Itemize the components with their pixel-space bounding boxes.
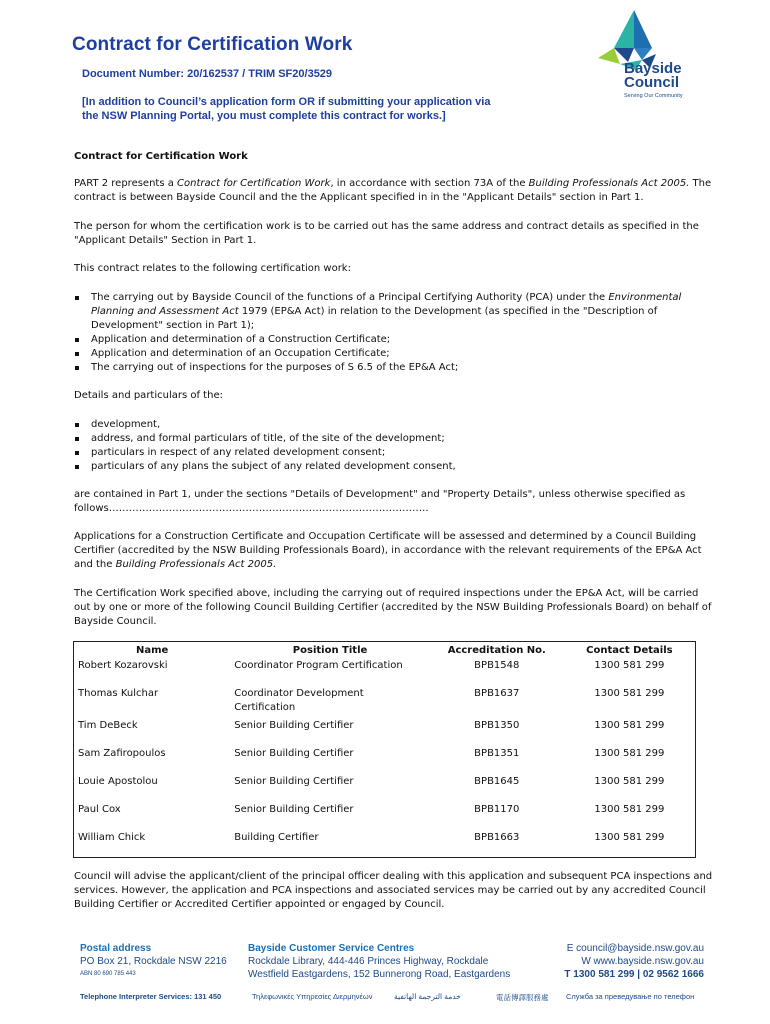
act-ref: Environmental Planning and Assessment Act bbox=[91, 292, 682, 317]
cell-position: Senior Building Certifier bbox=[234, 776, 354, 787]
column-header-position: Position Title bbox=[292, 645, 368, 656]
cell-accreditation: BPB1645 bbox=[474, 776, 520, 787]
column-header-contact: Contact Details bbox=[586, 645, 673, 656]
certification-paragraph bbox=[74, 587, 714, 629]
intro-paragraph-2 bbox=[74, 220, 714, 248]
section-heading-block bbox=[74, 150, 714, 164]
postal-address: PO Box 21, Rockdale NSW 2216 bbox=[80, 956, 227, 967]
work-items-list bbox=[74, 291, 714, 375]
list-item bbox=[74, 347, 714, 361]
intro-paragraph-3 bbox=[74, 262, 714, 276]
intro-paragraph-1 bbox=[74, 177, 714, 205]
intro-text: PART 2 represents a bbox=[74, 178, 178, 189]
list-item bbox=[74, 361, 714, 375]
interpreter-greek: Τηλεφωνικές Υπηρεσίες Διερμηνέων bbox=[252, 992, 373, 1001]
list-item-text: development, bbox=[91, 419, 161, 430]
cell-position: Senior Building Certifier bbox=[234, 748, 354, 759]
contained-text: are contained in Part 1, under the sections "Details of Development" and "Property Details", unless otherwise specified as follows…………………………………………………………………………………… bbox=[74, 489, 686, 514]
certifiers-table bbox=[73, 641, 696, 858]
centre-eastgardens: Westfield Eastgardens, 152 Bunnerong Road, Eastgardens bbox=[248, 969, 511, 980]
act-ref: Building Professionals Act 2005. bbox=[115, 559, 277, 570]
contract-title-ref: Contract for Certification Work bbox=[177, 178, 331, 189]
cell-contact: 1300 581 299 bbox=[594, 804, 665, 815]
intro-text: The person for whom the certification work is to be carried out has the same address and contract details as specified in the "Applicant Details" Section in Part 1. bbox=[74, 221, 699, 246]
applications-text: Applications for a Construction Certificate and Occupation Certificate will be assessed and determined by a Council Building Certifier (accredited by the NSW Building Professionals Board), in accordance with the relevant requirements of the EP&A Act and the bbox=[74, 531, 702, 570]
cell-position: Coordinator Program Certification bbox=[234, 660, 403, 671]
list-item-text: Application and determination of an Occupation Certificate; bbox=[91, 348, 390, 359]
closing-text: Council will advise the applicant/client of the principal officer dealing with this application and subsequent PCA inspections and services. However, the application and PCA inspections and associated services may be carried out by any accredited Council Building Certifier or Accredited Certifier appointed or engaged by Council. bbox=[74, 871, 713, 910]
page-title: Contract for Certification Work bbox=[72, 34, 353, 55]
intro-text: This contract relates to the following certification work: bbox=[74, 263, 351, 274]
act-ref: Building Professionals Act 2005. bbox=[528, 178, 690, 189]
service-centres-block bbox=[248, 942, 510, 981]
list-item bbox=[74, 432, 714, 446]
notice-line-2: the NSW Planning Portal, you must complete this contract for works.] bbox=[82, 110, 446, 122]
details-intro bbox=[74, 389, 714, 403]
website-link[interactable]: W www.bayside.nsw.gov.au bbox=[581, 956, 704, 967]
table-row bbox=[74, 657, 696, 685]
list-item-text: 1979 (EP&A Act) in relation to the Development (as specified in the "Description of Development" section in Part 1); bbox=[91, 306, 658, 331]
interpreter-chinese: 電話傳譯服務處 bbox=[496, 993, 549, 1002]
contained-paragraph bbox=[74, 488, 714, 516]
table-row bbox=[74, 685, 696, 717]
column-header-name: Name bbox=[135, 645, 169, 656]
list-item-text: The carrying out by Bayside Council of the functions of a Principal Certifying Authority (PCA) under the bbox=[91, 292, 609, 303]
table-row bbox=[74, 717, 696, 745]
interpreter-services: Telephone Interpreter Services: 131 450 bbox=[80, 992, 222, 1001]
centre-rockdale: Rockdale Library, 444-446 Princes Highway, Rockdale bbox=[248, 956, 489, 967]
list-item-text: Application and determination of a Construction Certificate; bbox=[91, 334, 391, 345]
cell-accreditation: BPB1637 bbox=[474, 688, 520, 699]
cell-position: Senior Building Certifier bbox=[234, 804, 354, 815]
certification-text: The Certification Work specified above, including the carrying out of required inspections under the EP&A Act, will be carried out by one or more of the following Council Building Certifier (accredited by the NSW Building Professionals Board) on behalf of Bayside Council. bbox=[74, 588, 712, 627]
table-header-row bbox=[74, 642, 696, 658]
postal-block bbox=[80, 942, 227, 981]
contact-block bbox=[530, 942, 704, 981]
abn: ABN 80 690 785 443 bbox=[80, 971, 136, 977]
cell-position: Coordinator Development Certification bbox=[234, 688, 364, 713]
list-item-text: The carrying out of inspections for the purposes of S 6.5 of the EP&A Act; bbox=[91, 362, 459, 373]
logo-name-line-2: Council bbox=[624, 74, 679, 91]
cell-accreditation: BPB1351 bbox=[474, 748, 520, 759]
cell-name: Paul Cox bbox=[78, 804, 121, 815]
cell-contact: 1300 581 299 bbox=[594, 832, 665, 843]
phone-numbers: T 1300 581 299 | 02 9562 1666 bbox=[564, 969, 704, 980]
logo-name bbox=[624, 62, 682, 90]
list-item-text: address, and formal particulars of title, of the site of the development; bbox=[91, 433, 445, 444]
list-item bbox=[74, 291, 714, 333]
cell-name: Robert Kozarovski bbox=[78, 660, 168, 671]
table-row bbox=[74, 773, 696, 801]
cell-accreditation: BPB1350 bbox=[474, 720, 520, 731]
cell-name: Thomas Kulchar bbox=[78, 688, 159, 699]
notice-line-1: [In addition to Council’s application form OR if submitting your application via bbox=[82, 96, 491, 108]
bayside-council-logo bbox=[586, 8, 698, 106]
cell-accreditation: BPB1170 bbox=[474, 804, 520, 815]
postal-heading: Postal address bbox=[80, 943, 152, 954]
email-link[interactable]: E council@bayside.nsw.gov.au bbox=[566, 943, 704, 954]
table-row bbox=[74, 829, 696, 858]
cell-accreditation: BPB1663 bbox=[474, 832, 520, 843]
list-item-text: particulars in respect of any related development consent; bbox=[91, 447, 386, 458]
cell-contact: 1300 581 299 bbox=[594, 776, 665, 787]
submission-notice bbox=[82, 95, 592, 123]
cell-name: Tim DeBeck bbox=[78, 720, 138, 731]
list-item bbox=[74, 333, 714, 347]
cell-accreditation: BPB1548 bbox=[474, 660, 520, 671]
table-row bbox=[74, 745, 696, 773]
table-row bbox=[74, 801, 696, 829]
interpreter-macedonian: Служба за преведување по телефон bbox=[566, 992, 695, 1001]
logo-tagline: Serving Our Community bbox=[624, 93, 683, 99]
list-item bbox=[74, 418, 714, 432]
cell-contact: 1300 581 299 bbox=[594, 748, 665, 759]
details-list bbox=[74, 418, 714, 474]
cell-position: Building Certifier bbox=[234, 832, 319, 843]
list-item-text: particulars of any plans the subject of any related development consent, bbox=[91, 461, 456, 472]
details-intro-text: Details and particulars of the: bbox=[74, 390, 223, 401]
centres-heading: Bayside Customer Service Centres bbox=[248, 943, 415, 954]
cell-name: William Chick bbox=[78, 832, 146, 843]
document-number: Document Number: 20/162537 / TRIM SF20/3529 bbox=[82, 68, 333, 80]
applications-paragraph bbox=[74, 530, 714, 572]
cell-contact: 1300 581 299 bbox=[594, 660, 665, 671]
intro-text: The contract is between Bayside Council and the the Applicant specified in in the "Applicant Details" section in Part 1. bbox=[74, 178, 712, 203]
cell-contact: 1300 581 299 bbox=[594, 720, 665, 731]
cell-name: Sam Zafiropoulos bbox=[78, 748, 166, 759]
interpreter-arabic: خدمة الترجمة الهاتفية bbox=[394, 992, 461, 1001]
footer bbox=[0, 936, 770, 1024]
logo-name-line-1: Bayside bbox=[624, 60, 682, 77]
closing-paragraph bbox=[74, 870, 714, 912]
intro-text: , in accordance with section 73A of the bbox=[330, 178, 529, 189]
cell-name: Louie Apostolou bbox=[78, 776, 158, 787]
cell-position: Senior Building Certifier bbox=[234, 720, 354, 731]
cell-contact: 1300 581 299 bbox=[594, 688, 665, 699]
list-item bbox=[74, 460, 714, 474]
section-heading: Contract for Certification Work bbox=[74, 151, 248, 162]
column-header-accreditation: Accreditation No. bbox=[447, 645, 546, 656]
list-item bbox=[74, 446, 714, 460]
